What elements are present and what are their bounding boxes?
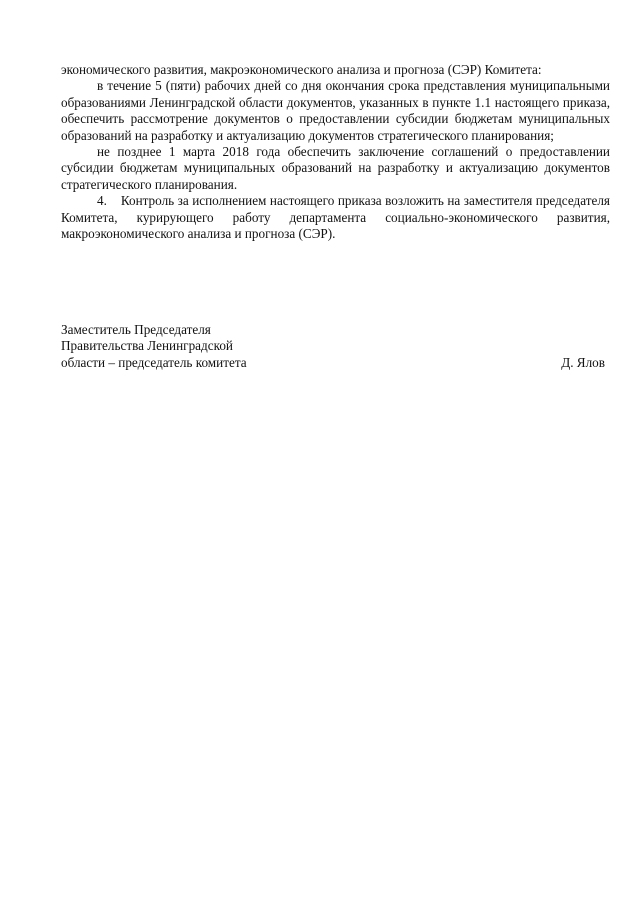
paragraph-agreement-deadline: не позднее 1 марта 2018 года обеспечить заключение соглашений о предоставлении субсидии бюджетам муниципальных образований на разработку и актуализацию документов стратегического планирования.	[61, 144, 610, 192]
paragraph-control-clause: 4. Контроль за исполнением настоящего приказа возложить на заместителя председателя Комитета, курирующего работу департамента социально-экономического развития, макроэкономического анализа и прогноза (СЭР).	[61, 193, 614, 242]
signer-title-line-3: области – председатель комитета	[61, 354, 247, 370]
paragraph-review-deadline: в течение 5 (пяти) рабочих дней со дня окончания срока представления муниципальными образованиями Ленинградской области документов, указанных в пункте 1.1 настоящего приказа, обеспечить рассмотрение документов о предоставлении субсидии бюджетам муниципальных образований на разработку и актуализацию документов стратегического планирования;	[61, 78, 610, 143]
document-body	[61, 62, 614, 242]
signer-title-row	[61, 355, 605, 371]
signer-title-line-1: Заместитель Председателя	[61, 322, 211, 337]
paragraph-continuation: экономического развития, макроэкономического анализа и прогноза (СЭР) Комитета:	[61, 62, 542, 77]
signer-title-line-2: Правительства Ленинградской	[61, 338, 233, 354]
signer-name: Д. Ялов	[561, 354, 605, 370]
signature-block	[61, 322, 605, 371]
